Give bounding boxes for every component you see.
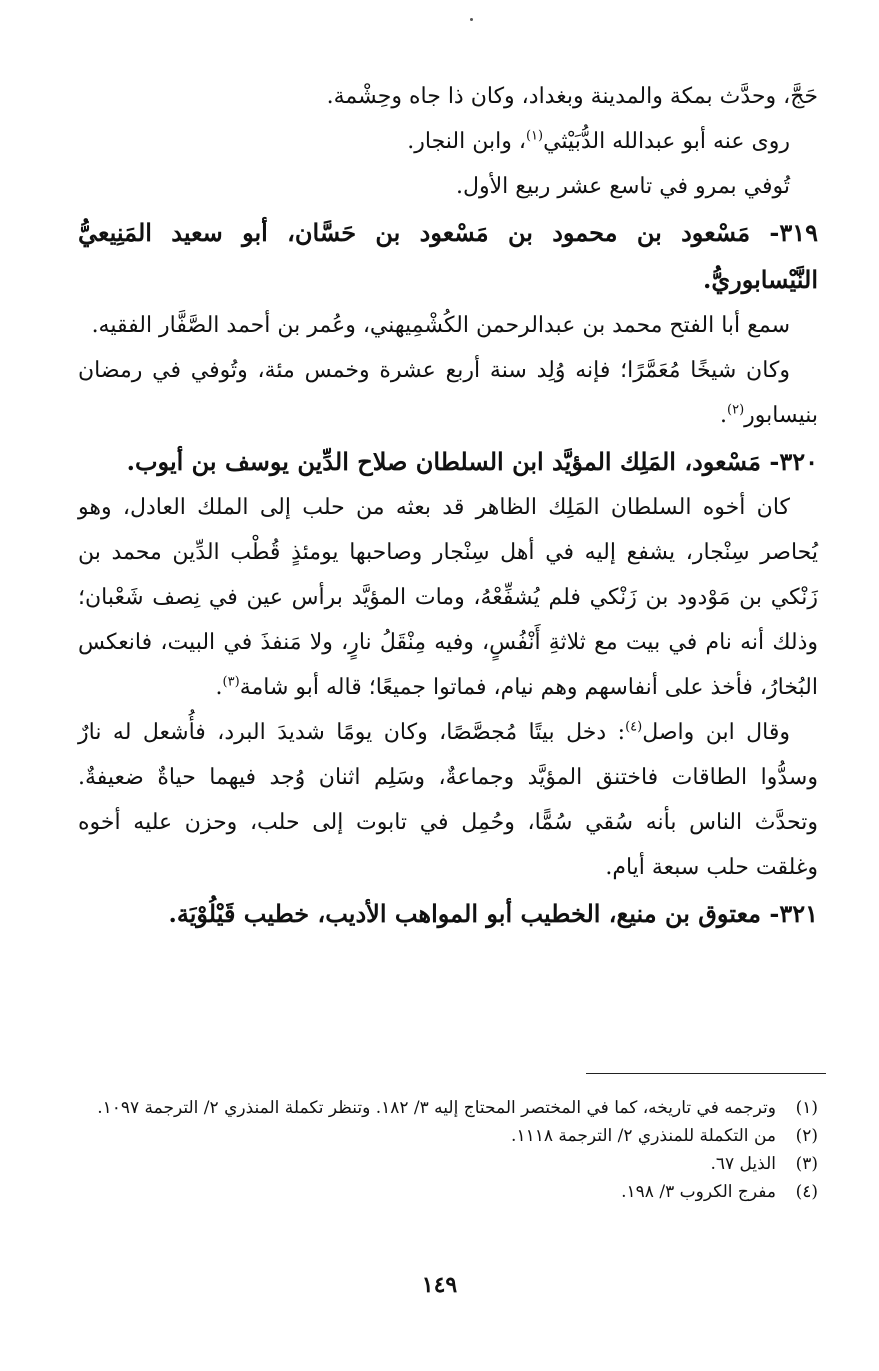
footnote-text: مفرج الكروب ٣/ ١٩٨. [621, 1182, 776, 1202]
paragraph-continuation: حَجَّ، وحدَّث بمكة والمدينة وبغداد، وكان ذا جاه وحِشْمة. [326, 84, 818, 109]
footnote-ref-3[interactable]: (٣) [222, 674, 240, 690]
footnote-ref-4[interactable]: (٤) [625, 719, 643, 735]
paragraph-text: روى عنه أبو عبدالله الدُّبَيْثي [543, 129, 790, 154]
footnote-item [78, 1178, 818, 1206]
entry-heading-321: ٣٢١- معتوق بن منيع، الخطيب أبو المواهب الأديب، خطيب قَيْلُوْيَة. [168, 899, 818, 928]
footnote-item [78, 1094, 818, 1122]
footnote-number: (٢) [795, 1126, 818, 1146]
footnote-ref-2[interactable]: (٢) [727, 402, 745, 418]
entry-heading-319: ٣١٩- مَسْعود بن محمود بن مَسْعود بن حَسَّان، أبو سعيد المَنِيعيُّ النَّيْسابوريُّ. [78, 218, 818, 294]
paragraph-text: . [215, 675, 223, 700]
page-number: ١٤٩ [421, 1272, 458, 1298]
paragraph-biography [78, 485, 818, 710]
footnote-text: وترجمه في تاريخه، كما في المختصر المحتاج إليه ٣/ ١٨٢. وتنظر تكملة المنذري ٢/ الترجمة ١٠٩٧. [97, 1098, 776, 1118]
paragraph-birth [78, 348, 818, 438]
paragraph-text: : دخل بيتًا مُجصَّصًا، وكان يومًا شديدَ البرد، فأُشعل له نارٌ وسدُّوا الطاقات فاختنق المؤيَّد وجماعةٌ، وسَلِم اثنان وُجد فيهما حياةٌ ضعيفةٌ. وتحدَّث الناس بأنه سُقي سُمًّا، وحُمِل في تابوت إلى حلب، وحزن عليه أخوه وغلقت حلب سبعة أيام. [78, 720, 818, 880]
footnote-item [78, 1150, 818, 1178]
paragraph-text: وكان شيخًا مُعَمَّرًا؛ فإنه وُلِد سنة أربع عشرة وخمس مئة، وتُوفي في رمضان بنيسابور [78, 358, 818, 428]
paragraph-ibn-wasil [78, 710, 818, 890]
footnote-number: (١) [795, 1098, 818, 1118]
footnote-text: من التكملة للمنذري ٢/ الترجمة ١١١٨. [511, 1126, 776, 1146]
footnotes [78, 1094, 818, 1206]
paragraph-teachers: سمع أبا الفتح محمد بن عبدالرحمن الكُشْمِيهني، وعُمر بن أحمد الصَّفَّار الفقيه. [91, 313, 790, 338]
scan-speck [470, 18, 473, 21]
entry-heading-320: ٣٢٠- مَسْعود، المَلِك المؤيَّد ابن السلطان صلاح الدِّين يوسف بن أيوب. [126, 447, 818, 476]
footnote-number: (٣) [795, 1154, 818, 1174]
main-text [78, 74, 818, 937]
footnote-number: (٤) [795, 1182, 818, 1202]
footnote-text: الذيل ٦٧. [710, 1154, 776, 1174]
paragraph-narrators [78, 119, 818, 164]
paragraph-text: ، وابن النجار. [407, 129, 526, 154]
paragraph-text: كان أخوه السلطان المَلِك الظاهر قد بعثه من حلب إلى الملك العادل، وهو يُحاصر سِنْجار، يشفع إليه في أهل سِنْجار وصاحبها يومئذٍ قُطْب الدِّين محمد بن زَنْكي بن مَوْدود بن زَنْكي فلم يُشفِّعْهُ، ومات المؤيَّد برأس عين في نِصف شَعْبان؛ وذلك أنه نام في بيت مع ثلاثةِ أَنْفُسٍ، وفيه مِنْقَلُ نارٍ، ولا مَنفذَ في البيت، فانعكس البُخارُ، فأخذ على أنفاسهم وهم نيام، فماتوا جميعًا؛ قاله أبو شامة [78, 495, 818, 700]
footnote-item [78, 1122, 818, 1150]
footnote-ref-1[interactable]: (١) [525, 128, 544, 144]
paragraph-text: . [720, 403, 728, 428]
footnote-divider [586, 1073, 826, 1074]
paragraph-text: وقال ابن واصل [642, 720, 791, 745]
paragraph-death: تُوفي بمرو في تاسع عشر ربيع الأول. [456, 174, 790, 199]
